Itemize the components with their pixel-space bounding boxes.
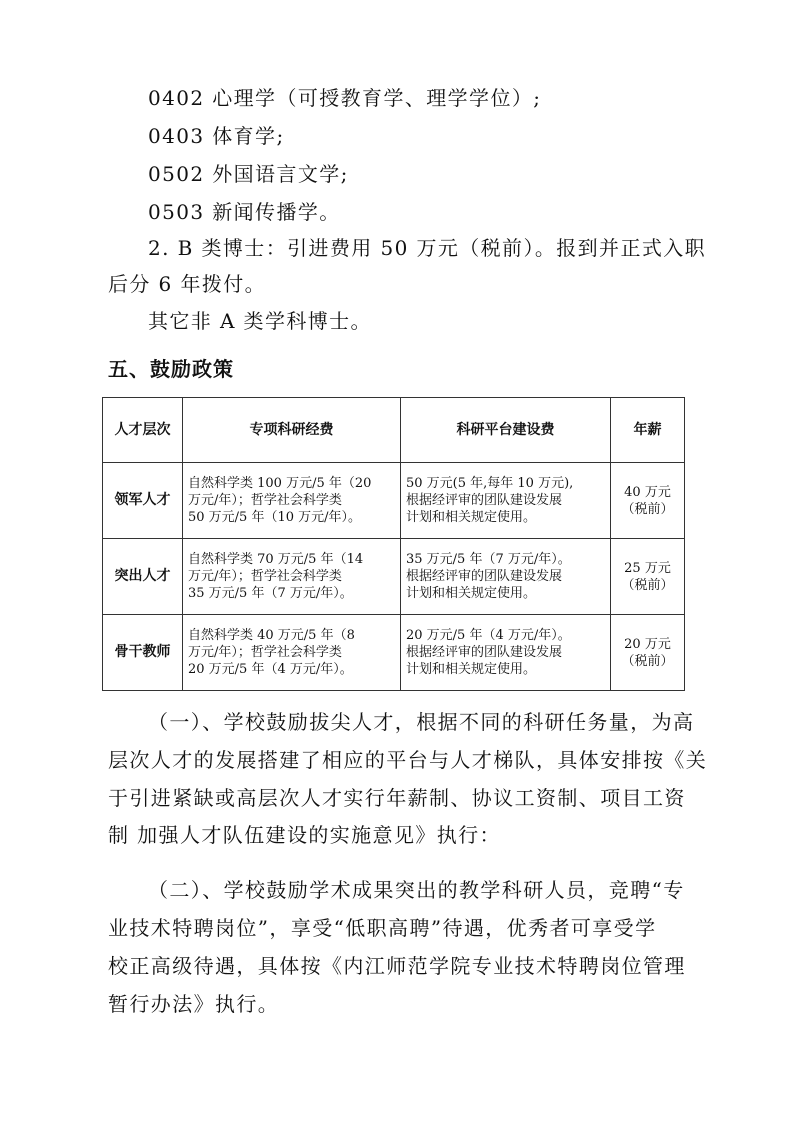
discipline-line-0502: 0502 外国语言文学;	[148, 162, 349, 186]
discipline-line-0403: 0403 体育学;	[148, 124, 285, 148]
incentive-policy-table	[102, 397, 685, 691]
research-fund-cell: 自然科学类 40 万元/5 年（8 万元/年）；哲学社会科学类 20 万元/5 年（4 万元/年）。	[183, 615, 401, 691]
research-fund-cell: 自然科学类 70 万元/5 年（14 万元/年）；哲学社会科学类 35 万元/5 年（7 万元/年）。	[183, 539, 401, 615]
platform-fee-cell: 20 万元/5 年（4 万元/年）。 根据经评审的团队建设发展 计划和相关规定使用。	[401, 615, 611, 691]
salary-cell: 20 万元 （税前）	[611, 615, 685, 691]
header-level: 人才层次	[103, 398, 183, 463]
level-cell: 领军人才	[103, 463, 183, 539]
section-heading: 五、鼓励政策	[108, 357, 234, 381]
closing-paragraph-1-line-2: 层次人才的发展搭建了相应的平台与人才梯队，具体安排按《关	[108, 748, 708, 772]
salary-cell: 40 万元 （税前）	[611, 463, 685, 539]
level-cell: 骨干教师	[103, 615, 183, 691]
closing-paragraph-1-line-3: 于引进紧缺或高层次人才实行年薪制、协议工资制、项目工资	[108, 786, 686, 810]
table-row	[103, 539, 685, 615]
platform-fee-cell: 35 万元/5 年（7 万元/年）。 根据经评审的团队建设发展 计划和相关规定使用。	[401, 539, 611, 615]
discipline-line-0402: 0402 心理学（可授教育学、理学学位）;	[148, 86, 542, 110]
closing-paragraph-1-line-1: （一）、学校鼓励拔尖人才，根据不同的科研任务量，为高	[148, 710, 695, 734]
salary-cell: 25 万元 （税前）	[611, 539, 685, 615]
b-class-doctor-line-cont: 后分 6 年拨付。	[108, 272, 267, 296]
header-salary: 年薪	[611, 398, 685, 463]
platform-fee-cell: 50 万元(5 年,每年 10 万元), 根据经评审的团队建设发展 计划和相关规定使用。	[401, 463, 611, 539]
b-class-doctor-line: 2. B 类博士：引进费用 50 万元（税前）。报到并正式入职	[148, 236, 707, 260]
header-platform-fee: 科研平台建设费	[401, 398, 611, 463]
table-row	[103, 615, 685, 691]
closing-paragraph-1-line-4: 制 加强人才队伍建设的实施意见》执行：	[108, 823, 501, 847]
table-row	[103, 463, 685, 539]
table-header-row	[103, 398, 685, 463]
header-research-fund: 专项科研经费	[183, 398, 401, 463]
closing-paragraph-2-line-4: 暂行办法》执行。	[108, 992, 280, 1016]
discipline-line-0503: 0503 新闻传播学。	[148, 200, 341, 224]
level-cell: 突出人才	[103, 539, 183, 615]
research-fund-cell: 自然科学类 100 万元/5 年（20 万元/年）；哲学社会科学类 50 万元/5 年（10 万元/年）。	[183, 463, 401, 539]
closing-paragraph-2-line-2: 业技术特聘岗位”，享受“低职高聘”待遇，优秀者可享受学	[108, 916, 657, 940]
closing-paragraph-2-line-1: （二）、学校鼓励学术成果突出的教学科研人员，竞聘“专	[148, 878, 685, 902]
closing-paragraph-2-line-3: 校正高级待遇，具体按《内江师范学院专业技术特聘岗位管理	[108, 954, 686, 978]
non-a-class-line: 其它非 A 类学科博士。	[148, 309, 372, 333]
